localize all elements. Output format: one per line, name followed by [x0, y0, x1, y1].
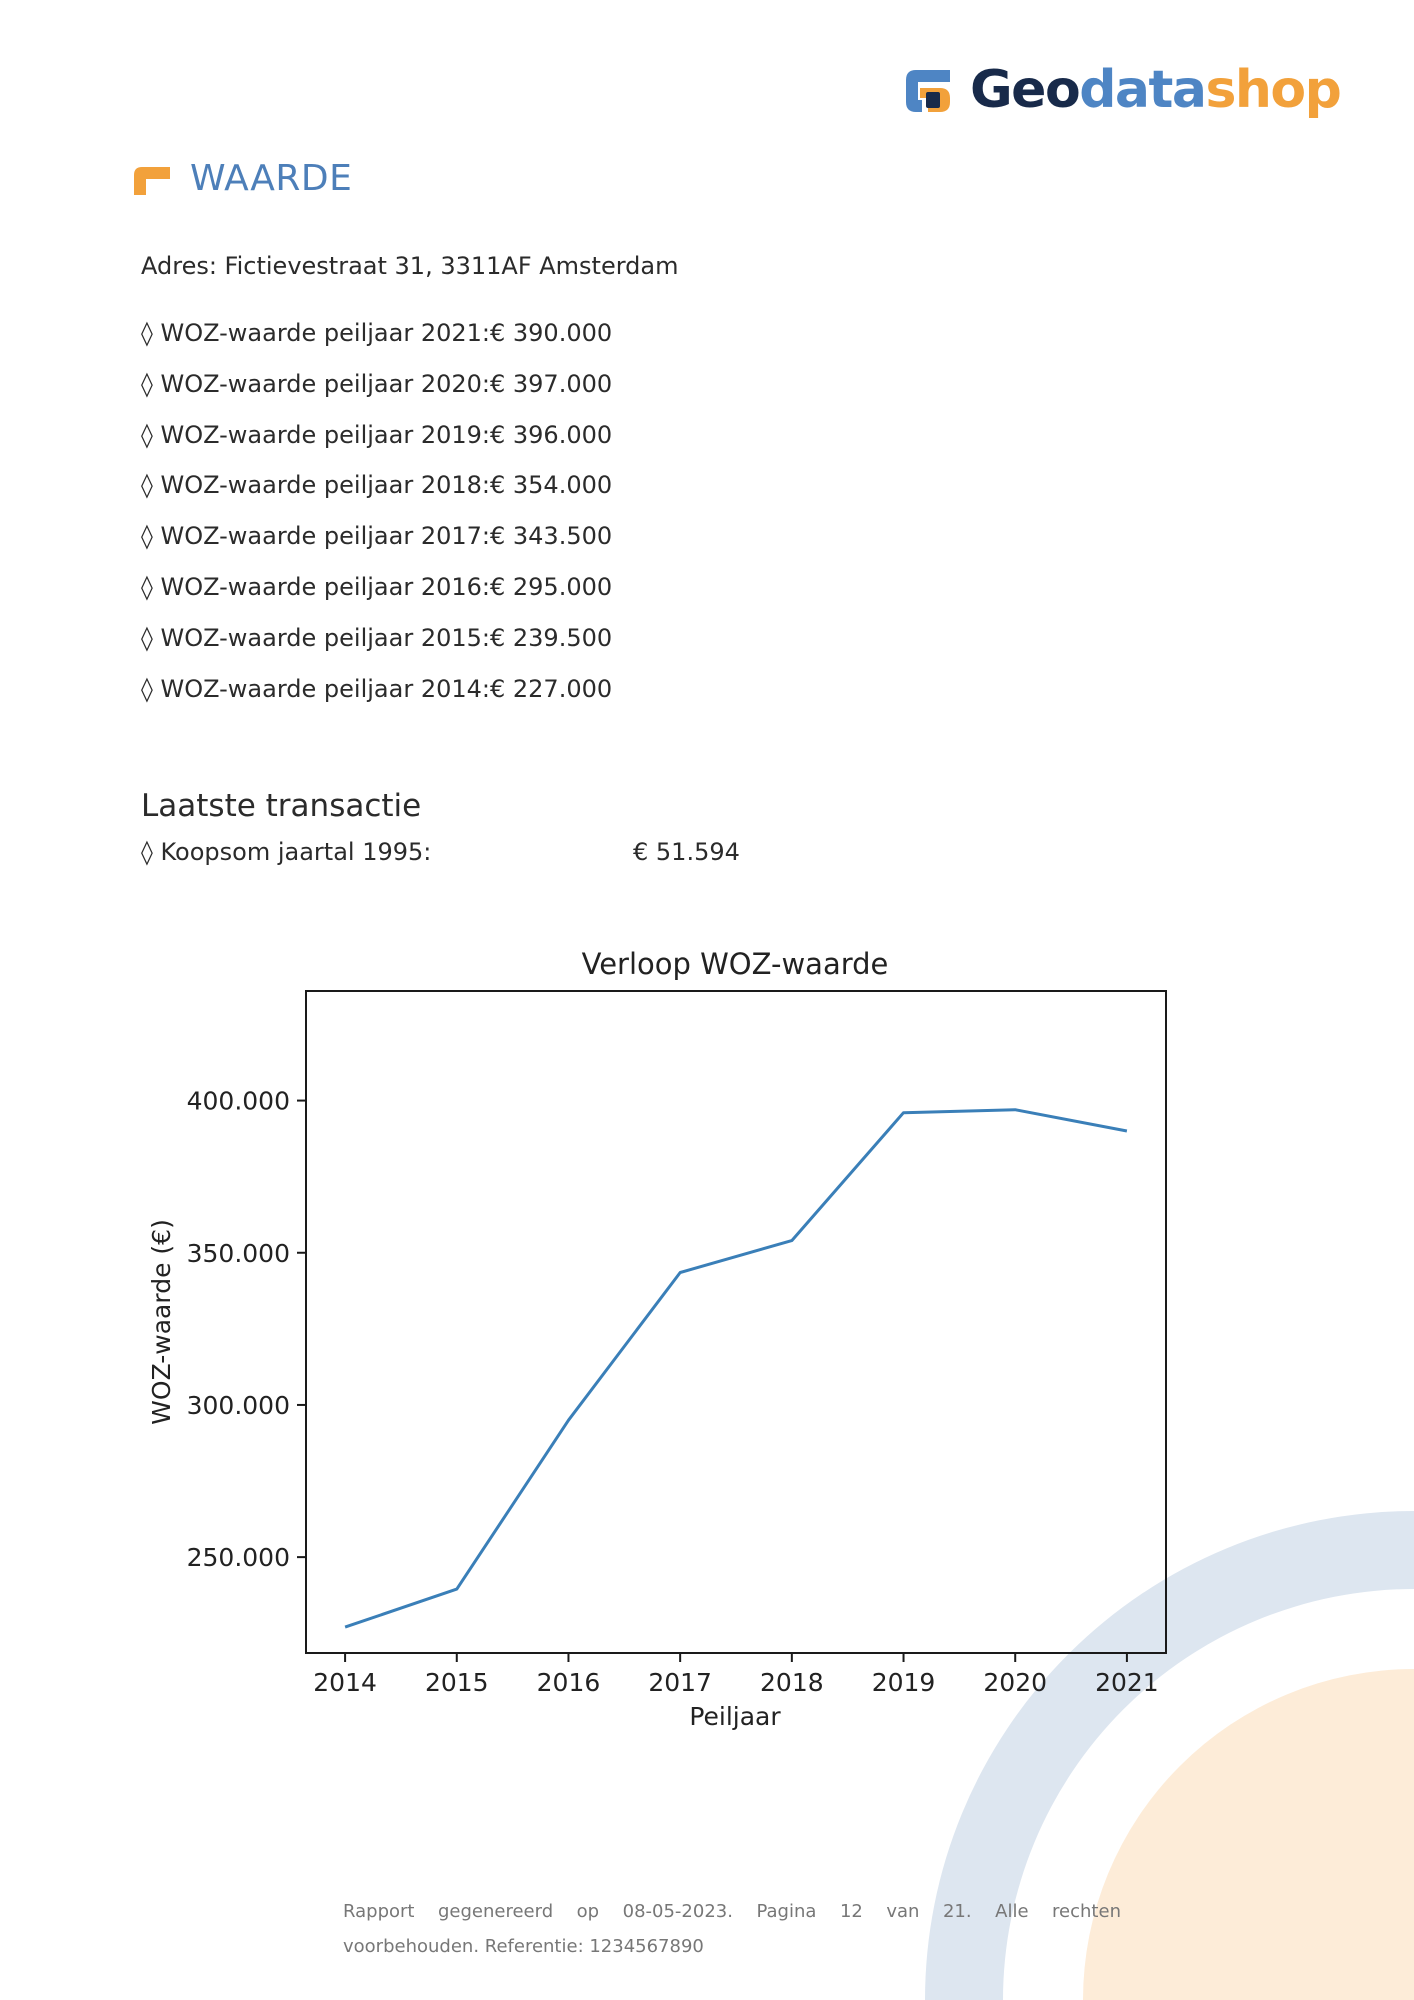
y-tick-label: 300.000 [186, 1390, 290, 1420]
footer-word: op [576, 1901, 600, 1922]
y-tick-label: 250.000 [186, 1543, 290, 1573]
y-tick-label: 350.000 [186, 1238, 290, 1268]
footer-word: 21. [942, 1901, 972, 1922]
footer-word: gegenereerd [437, 1901, 554, 1922]
transaction-value: € 51.594 [633, 838, 740, 866]
plot-frame [306, 991, 1166, 1653]
footer-word: van [886, 1901, 920, 1922]
transaction-row [141, 838, 841, 866]
list-item: ◊ WOZ-waarde peiljaar 2015:€ 239.500 [141, 623, 613, 652]
list-item: ◊ WOZ-waarde peiljaar 2019:€ 396.000 [141, 420, 613, 449]
footer-word: 12 [839, 1901, 863, 1922]
footer-word: 08-05-2023. [622, 1901, 733, 1922]
logo-geo: Geo [970, 60, 1080, 120]
x-tick-label: 2021 [1095, 1668, 1159, 1697]
x-tick-label: 2016 [536, 1668, 601, 1697]
x-tick-label: 2015 [424, 1668, 489, 1697]
geodatashop-logo [900, 62, 1340, 118]
list-item: ◊ WOZ-waarde peiljaar 2016:€ 295.000 [141, 572, 613, 601]
woz-line-chart [130, 930, 1190, 1750]
x-tick-label: 2018 [760, 1668, 824, 1697]
list-item: ◊ WOZ-waarde peiljaar 2020:€ 397.000 [141, 369, 613, 398]
logo-data: data [1079, 60, 1206, 120]
transaction-label: ◊ Koopsom jaartal 1995: [141, 838, 432, 866]
footer-line-1 [343, 1894, 1121, 1929]
chart-title: Verloop WOZ-waarde [581, 947, 889, 981]
footer-word: Rapport [343, 1901, 415, 1922]
footer-word: Alle [995, 1901, 1029, 1922]
y-axis-label: WOZ-waarde (€) [147, 1219, 176, 1425]
transaction-title: Laatste transactie [141, 788, 422, 824]
woz-value-list [141, 315, 612, 721]
section-title: WAARDE [190, 158, 353, 199]
x-tick-label: 2014 [313, 1668, 377, 1697]
footer-word: Pagina [756, 1901, 817, 1922]
list-item: ◊ WOZ-waarde peiljaar 2017:€ 343.500 [141, 522, 613, 551]
list-item: ◊ WOZ-waarde peiljaar 2021:€ 390.000 [141, 319, 613, 347]
logo-shop: shop [1205, 60, 1341, 120]
footer-line-2: voorbehouden. Referentie: 1234567890 [343, 1936, 704, 1957]
x-tick-label: 2017 [648, 1668, 712, 1697]
footer-word: rechten [1052, 1901, 1121, 1922]
y-axis-ticks [187, 1087, 306, 1573]
x-tick-label: 2019 [871, 1668, 936, 1697]
y-tick-label: 400.000 [186, 1086, 290, 1116]
x-axis-ticks [313, 1653, 1158, 1697]
list-item: ◊ WOZ-waarde peiljaar 2018:€ 354.000 [141, 471, 613, 500]
list-item: ◊ WOZ-waarde peiljaar 2014:€ 227.000 [141, 674, 613, 703]
series-line-woz [345, 1110, 1127, 1627]
page-footer [343, 1894, 1121, 1964]
x-axis-label: Peiljaar [689, 1702, 781, 1731]
address-line: Adres: Fictievestraat 31, 3311AF Amsterdam [141, 252, 679, 280]
section-header [134, 158, 352, 199]
logo-mark-icon [900, 62, 956, 118]
x-tick-label: 2020 [983, 1668, 1048, 1697]
section-bullet-icon [134, 163, 170, 195]
logo-wordmark [970, 60, 1341, 120]
